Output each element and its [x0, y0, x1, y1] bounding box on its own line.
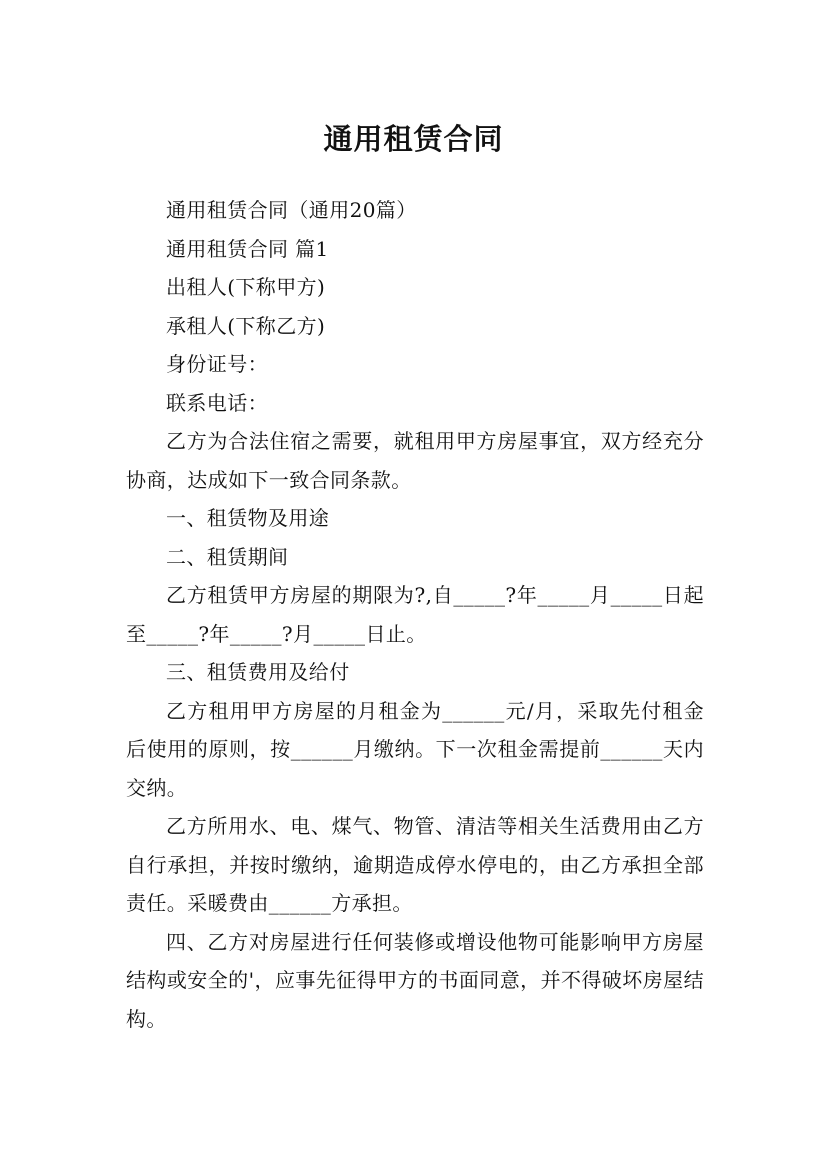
lessor-line: 出租人(下称甲方) — [166, 275, 326, 299]
id-number-line: 身份证号： — [166, 352, 268, 376]
phone-line: 联系电话： — [166, 390, 268, 415]
document-title: 通用租赁合同 — [323, 122, 504, 157]
clause-heading-3: 三、租赁费用及给付 — [166, 660, 350, 684]
document-body — [126, 191, 704, 1038]
clause-4-paragraph: 四、乙方对房屋进行任何装修或增设他物可能影响甲方房屋结构或安全的'，应事先征得甲方的书面同意，并不得破坏房屋结构。 — [126, 929, 704, 1031]
rent-paragraph: 乙方租用甲方房屋的月租金为______元/月，采取先付租金后使用的原则，按______月缴纳。下一次租金需提前______天内交纳。 — [126, 698, 704, 800]
section-heading: 通用租赁合同 篇1 — [166, 236, 329, 261]
lessee-line: 承租人(下称乙方) — [166, 313, 326, 338]
lease-term-paragraph: 乙方租赁甲方房屋的期限为?,自_____?年_____月_____日起至_____?年_____?月_____日止。 — [126, 583, 704, 646]
intro-paragraph: 乙方为合法住宿之需要，就租用甲方房屋事宜，双方经充分协商，达成如下一致合同条款。 — [126, 429, 704, 492]
utilities-paragraph: 乙方所用水、电、煤气、物管、清洁等相关生活费用由乙方自行承担，并按时缴纳，逾期造成停水停电的，由乙方承担全部责任。采暖费由______方承担。 — [126, 814, 704, 915]
subtitle-paragraph: 通用租赁合同（通用20篇） — [166, 198, 417, 222]
clause-heading-2: 二、租赁期间 — [166, 544, 289, 569]
clause-heading-1: 一、租赁物及用途 — [166, 506, 330, 530]
